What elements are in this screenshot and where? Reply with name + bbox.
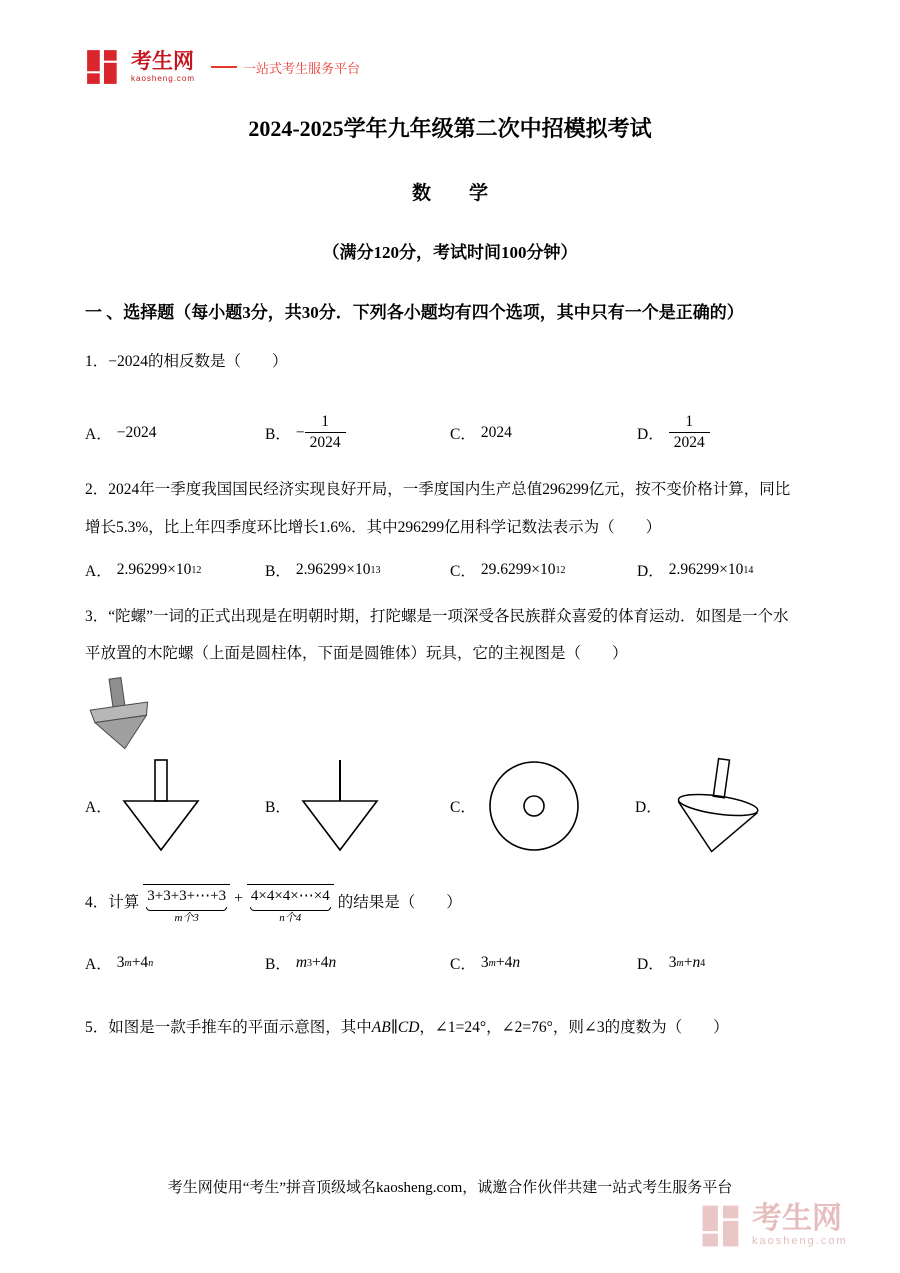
q1-option-b-numerator: 1 — [305, 413, 346, 433]
q5-c1: ， — [419, 1019, 435, 1036]
q3-option-d — [635, 756, 764, 856]
brand-domain: kaosheng.com — [131, 73, 196, 83]
q2-option-a-base: 2.96299×10 — [116, 561, 192, 578]
q1-option-c-label: C． — [450, 425, 476, 443]
section-1-heading: 一 、选择题（每小题3分，共30分．下列各小题均有四个选项，其中只有一个是正确的） — [85, 303, 744, 322]
q5-pre: 5．如图是一款手推车的平面示意图，其中 — [85, 1019, 372, 1036]
q4-option-a-v2: +4 — [131, 954, 149, 971]
q4-option-c-sup1: m — [488, 957, 496, 969]
question-3-line2: 平放置的木陀螺（上面是圆柱体，下面是圆锥体）玩具，它的主视图是（ ） — [85, 645, 628, 662]
q1-option-d-label: D． — [637, 425, 664, 443]
q2-option-b — [265, 556, 380, 584]
q3-option-a — [85, 756, 200, 856]
q4-option-c-v1: 3 — [480, 954, 489, 971]
q4-option-d-sup2: 4 — [700, 957, 706, 969]
watermark-text — [752, 1203, 848, 1247]
q4-expression-1 — [143, 884, 230, 925]
kaosheng-logo-icon — [85, 48, 123, 86]
question-2-line2: 增长5.3%，比上年四季度环比增长1.6%．其中296299亿用科学记数法表示为（ ） — [85, 519, 662, 536]
q2-option-a — [85, 556, 201, 584]
q4-suffix: 的结果是（ ） — [337, 894, 462, 911]
question-4-text — [85, 884, 462, 925]
q4-option-b-v3: n — [328, 954, 337, 971]
q2-option-c-exponent: 12 — [555, 564, 566, 576]
q4-option-a-sup1: m — [124, 957, 132, 969]
q3-option-b — [265, 756, 379, 856]
q4-expression-1-terms: 3+3+3+⋯+3 — [143, 884, 230, 906]
q4-option-a-label: A． — [85, 956, 112, 973]
q4-option-d-v3: n — [692, 954, 701, 971]
brand-tagline-wrap — [211, 58, 360, 77]
brand-block — [131, 51, 195, 82]
watermark-brand: 考生网 — [752, 1202, 842, 1235]
q3-option-c — [450, 756, 582, 856]
q5-c3: ，则 — [552, 1019, 584, 1036]
q1-option-b-sign: − — [295, 423, 305, 441]
question-3-line1: 3．“陀螺”一词的正式出现是在明朝时期，打陀螺是一项深受各民族群众喜爱的体育运动．如图是一个水 — [85, 608, 789, 625]
q5-suffix: 的度数为（ ） — [604, 1019, 729, 1036]
q4-option-a — [85, 948, 153, 978]
q4-prefix: 4．计算 — [85, 894, 140, 911]
question-2-options — [0, 556, 900, 584]
q4-option-b-v2: +4 — [312, 954, 329, 971]
question-4-options — [0, 948, 900, 978]
q4-option-b-sup1: 3 — [307, 957, 313, 969]
question-5-text — [85, 1016, 729, 1039]
q1-option-b — [265, 405, 346, 460]
q4-option-a-sup2: n — [148, 957, 154, 969]
q5-math-angle1: ∠1=24° — [434, 1019, 487, 1036]
question-1-options — [0, 405, 900, 460]
footer-text: 考生网使用“考生”拼音顶级域名kaosheng.com，诚邀合作伙伴共建一站式考生服务平台 — [167, 1180, 733, 1196]
q3-option-a-label: A． — [85, 799, 112, 816]
q2-option-d-exponent: 14 — [743, 564, 754, 576]
q2-option-c-base: 29.6299×10 — [480, 561, 556, 578]
q4-expression-1-label: m个3 — [174, 911, 199, 924]
page-title: 2024-2025学年九年级第二次中招模拟考试 — [248, 116, 652, 141]
question-2-line1: 2．2024年一季度我国国民经济实现良好开局，一季度国内生产总值296299亿元，按不变价格计算，同比 — [85, 481, 791, 498]
q1-option-d-denominator: 2024 — [673, 434, 705, 451]
q4-expression-2-label: n个4 — [279, 911, 302, 924]
q4-option-d — [637, 948, 705, 978]
q4-expression-2 — [247, 884, 334, 925]
q3-option-c-label: C． — [450, 799, 476, 816]
q4-option-c — [450, 948, 520, 978]
brand-tagline: 一站式考生服务平台 — [243, 60, 361, 76]
q2-option-c — [450, 556, 565, 584]
q5-math-ab-cd: AB∥CD — [371, 1019, 420, 1036]
q1-option-d — [637, 405, 710, 460]
watermark — [700, 1203, 848, 1249]
q2-option-d-label: D． — [637, 563, 664, 580]
q4-option-b-label: B． — [265, 956, 291, 973]
q4-plus-sign: + — [234, 890, 243, 907]
q4-option-b-v1: m — [295, 954, 308, 971]
question-1-text: 1．−2024的相反数是（ ） — [85, 353, 288, 370]
q4-option-d-v1: 3 — [668, 954, 677, 971]
q3-option-b-label: B． — [265, 799, 291, 816]
q4-option-d-label: D． — [637, 956, 664, 973]
q2-option-a-exponent: 12 — [191, 564, 202, 576]
q3-spinning-top-figure — [88, 676, 152, 752]
q3-option-d-figure — [672, 756, 764, 856]
q4-option-d-sup1: m — [676, 957, 684, 969]
tagline-dash — [211, 66, 237, 68]
q2-option-b-exponent: 13 — [370, 564, 381, 576]
q1-option-c — [450, 405, 512, 460]
q5-math-angle2: ∠2=76° — [501, 1019, 553, 1036]
q4-option-c-v2: +4 — [495, 954, 513, 971]
q3-option-b-figure — [301, 759, 379, 853]
q4-option-c-v3: n — [512, 954, 521, 971]
q3-option-c-figure — [486, 758, 582, 854]
q2-option-a-label: A． — [85, 563, 112, 580]
q4-expression-2-terms: 4×4×4×⋯×4 — [247, 884, 334, 906]
q3-option-d-label: D． — [635, 799, 662, 816]
q4-option-a-v1: 3 — [116, 954, 125, 971]
q4-option-c-label: C． — [450, 956, 476, 973]
q2-option-c-label: C． — [450, 563, 476, 580]
q1-option-d-numerator: 1 — [669, 413, 710, 433]
q1-option-b-fraction — [305, 413, 346, 452]
q4-option-d-v2: + — [683, 954, 693, 971]
q5-c2: ， — [486, 1019, 502, 1036]
q2-option-b-base: 2.96299×10 — [295, 561, 371, 578]
subject-title: 数 学 — [411, 183, 488, 204]
watermark-domain: kaosheng.com — [752, 1234, 848, 1247]
q1-option-b-denominator: 2024 — [309, 434, 341, 451]
q5-math-angle3: ∠3 — [583, 1019, 605, 1036]
q4-option-b — [265, 948, 336, 978]
q3-option-a-figure — [122, 759, 200, 853]
q1-option-c-value: 2024 — [480, 423, 512, 441]
q1-option-b-label: B． — [265, 425, 291, 443]
q2-option-d-base: 2.96299×10 — [668, 561, 744, 578]
q2-option-d — [637, 556, 753, 584]
brand-name: 考生网 — [131, 50, 194, 74]
q1-option-d-fraction — [669, 413, 710, 452]
exam-info: （满分120分，考试时间100分钟） — [322, 243, 578, 262]
watermark-logo-icon — [700, 1203, 746, 1249]
q1-option-a-value: −2024 — [116, 423, 157, 441]
q1-option-a-label: A． — [85, 425, 112, 443]
q2-option-b-label: B． — [265, 563, 291, 580]
kaosheng-logo — [85, 48, 360, 86]
q1-option-a — [85, 405, 156, 460]
